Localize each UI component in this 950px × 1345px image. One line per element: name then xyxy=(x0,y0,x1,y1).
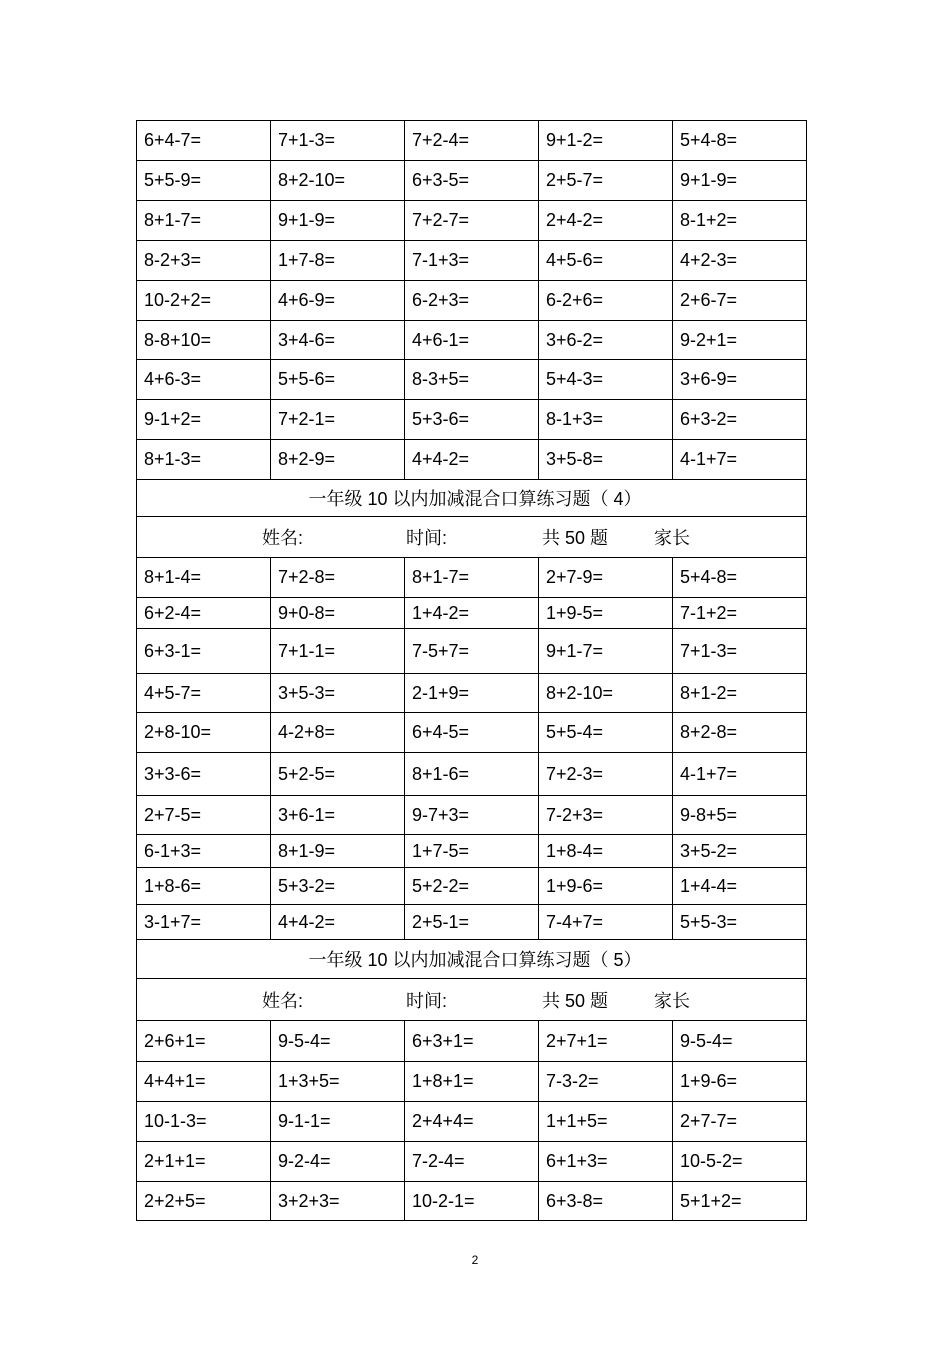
table-row xyxy=(137,753,807,796)
table-row xyxy=(137,713,807,753)
problem-cell: 6+3-1= xyxy=(137,629,271,674)
problem-cell: 7-2+3= xyxy=(539,796,673,835)
problem-cell: 2+5-7= xyxy=(539,161,673,201)
problem-cell: 7-5+7= xyxy=(405,629,539,674)
problem-cell: 8+1-9= xyxy=(271,835,405,868)
problem-cell: 8+1-2= xyxy=(673,674,807,713)
problem-cell: 3+5-2= xyxy=(673,835,807,868)
problem-cell: 8-1+2= xyxy=(673,201,807,241)
problem-cell: 2+5-1= xyxy=(405,905,539,940)
problem-cell: 8+2-9= xyxy=(271,440,405,480)
problem-cell: 6+4-5= xyxy=(405,713,539,753)
table-row xyxy=(137,835,807,868)
problem-cell: 8+1-7= xyxy=(137,201,271,241)
problem-cell: 2+7+1= xyxy=(539,1021,673,1062)
problem-cell: 3+5-3= xyxy=(271,674,405,713)
problem-cell: 7-1+3= xyxy=(405,241,539,281)
problem-cell: 6+3+1= xyxy=(405,1021,539,1062)
problem-cell: 2+1+1= xyxy=(137,1142,271,1182)
block-1-problems xyxy=(137,121,807,480)
problem-cell: 5+4-8= xyxy=(673,121,807,161)
block-3-meta xyxy=(137,979,807,1021)
name-label: 姓名: xyxy=(262,990,304,1011)
problem-cell: 1+7-8= xyxy=(271,241,405,281)
problem-cell: 9+0-8= xyxy=(271,598,405,629)
problem-cell: 1+4-4= xyxy=(673,868,807,905)
problem-cell: 3+6-2= xyxy=(539,321,673,360)
worksheet xyxy=(136,120,806,1221)
problem-cell: 2+7-5= xyxy=(137,796,271,835)
problem-cell: 8+1-4= xyxy=(137,558,271,598)
problem-cell: 5+2-2= xyxy=(405,868,539,905)
problem-cell: 2-1+9= xyxy=(405,674,539,713)
problem-cell: 6+2-4= xyxy=(137,598,271,629)
problem-cell: 8-3+5= xyxy=(405,360,539,400)
table-row xyxy=(137,121,807,161)
problem-cell: 7-4+7= xyxy=(539,905,673,940)
page-number: 2 xyxy=(471,1253,479,1267)
problem-cell: 4-2+8= xyxy=(271,713,405,753)
problem-cell: 7+2-3= xyxy=(539,753,673,796)
parent-label: 家长 xyxy=(654,990,690,1011)
table-row xyxy=(137,629,807,674)
table-row xyxy=(137,1182,807,1221)
problem-cell: 6+3-2= xyxy=(673,400,807,440)
problem-cell: 9-5-4= xyxy=(673,1021,807,1062)
problem-cell: 4+6-9= xyxy=(271,281,405,321)
problem-cell: 2+4-2= xyxy=(539,201,673,241)
problem-cell: 9+1-9= xyxy=(271,201,405,241)
problem-cell: 8-2+3= xyxy=(137,241,271,281)
problem-cell: 5+5-3= xyxy=(673,905,807,940)
problem-cell: 2+6+1= xyxy=(137,1021,271,1062)
problem-cell: 5+5-9= xyxy=(137,161,271,201)
problem-cell: 4+5-7= xyxy=(137,674,271,713)
time-label: 时间: xyxy=(406,528,448,548)
table-row xyxy=(137,598,807,629)
problem-cell: 5+5-4= xyxy=(539,713,673,753)
problem-cell: 8-1+3= xyxy=(539,400,673,440)
problem-count-label: 共 50 题 xyxy=(542,990,609,1011)
problem-cell: 1+8-4= xyxy=(539,835,673,868)
problem-cell: 9+1-9= xyxy=(673,161,807,201)
problem-cell: 8+2-8= xyxy=(673,713,807,753)
problem-cell: 4+2-3= xyxy=(673,241,807,281)
problem-cell: 9-8+5= xyxy=(673,796,807,835)
problem-cell: 7-3-2= xyxy=(539,1062,673,1102)
problem-cell: 5+3-6= xyxy=(405,400,539,440)
problem-cell: 4-1+7= xyxy=(673,440,807,480)
problem-cell: 8-8+10= xyxy=(137,321,271,360)
problem-cell: 3+6-9= xyxy=(673,360,807,400)
problem-cell: 2+7-7= xyxy=(673,1102,807,1142)
problem-cell: 8+1-7= xyxy=(405,558,539,598)
problem-cell: 5+4-3= xyxy=(539,360,673,400)
problem-cell: 6+3-5= xyxy=(405,161,539,201)
problem-cell: 1+3+5= xyxy=(271,1062,405,1102)
problem-cell: 8+2-10= xyxy=(539,674,673,713)
problem-cell: 4-1+7= xyxy=(673,753,807,796)
problem-cell: 7+1-1= xyxy=(271,629,405,674)
problem-cell: 10-2-1= xyxy=(405,1182,539,1221)
problem-cell: 5+3-2= xyxy=(271,868,405,905)
problem-cell: 1+8-6= xyxy=(137,868,271,905)
table-row xyxy=(137,674,807,713)
problem-cell: 6-1+3= xyxy=(137,835,271,868)
table-row xyxy=(137,360,807,400)
table-row xyxy=(137,1102,807,1142)
block-2-problems xyxy=(137,558,807,940)
time-label: 时间: xyxy=(406,990,448,1011)
problem-cell: 9+1-2= xyxy=(539,121,673,161)
problem-cell: 7+1-3= xyxy=(673,629,807,674)
problem-cell: 9-2-4= xyxy=(271,1142,405,1182)
problem-cell: 2+8-10= xyxy=(137,713,271,753)
problem-cell: 3+2+3= xyxy=(271,1182,405,1221)
table-row xyxy=(137,400,807,440)
problem-cell: 7-2-4= xyxy=(405,1142,539,1182)
parent-label: 家长 xyxy=(654,528,690,548)
problem-cell: 9-7+3= xyxy=(405,796,539,835)
problem-count-label: 共 50 题 xyxy=(542,528,609,548)
problem-cell: 4+6-3= xyxy=(137,360,271,400)
block-3-title: 一年级 10 以内加减混合口算练习题（ 5） xyxy=(137,940,807,979)
table-row xyxy=(137,241,807,281)
problem-cell: 9+1-7= xyxy=(539,629,673,674)
table-row xyxy=(137,161,807,201)
problem-cell: 4+4+1= xyxy=(137,1062,271,1102)
problem-cell: 3+4-6= xyxy=(271,321,405,360)
problem-cell: 6-2+3= xyxy=(405,281,539,321)
problem-cell: 9-1-1= xyxy=(271,1102,405,1142)
name-label: 姓名: xyxy=(262,528,304,548)
problem-cell: 9-5-4= xyxy=(271,1021,405,1062)
block-2-title: 一年级 10 以内加减混合口算练习题（ 4） xyxy=(137,480,807,517)
problem-cell: 6+3-8= xyxy=(539,1182,673,1221)
problem-cell: 7+2-1= xyxy=(271,400,405,440)
problem-cell: 5+1+2= xyxy=(673,1182,807,1221)
table-row xyxy=(137,1021,807,1062)
problem-cell: 5+5-6= xyxy=(271,360,405,400)
problem-cell: 10-5-2= xyxy=(673,1142,807,1182)
problem-cell: 10-1-3= xyxy=(137,1102,271,1142)
block-2-header xyxy=(137,480,807,558)
problem-cell: 4+5-6= xyxy=(539,241,673,281)
problem-cell: 3+6-1= xyxy=(271,796,405,835)
problem-cell: 1+9-6= xyxy=(539,868,673,905)
problem-cell: 4+6-1= xyxy=(405,321,539,360)
problem-cell: 5+2-5= xyxy=(271,753,405,796)
table-row xyxy=(137,201,807,241)
table-row xyxy=(137,1062,807,1102)
problem-cell: 4+4-2= xyxy=(271,905,405,940)
problem-cell: 5+4-8= xyxy=(673,558,807,598)
problem-cell: 1+4-2= xyxy=(405,598,539,629)
problem-cell: 6+1+3= xyxy=(539,1142,673,1182)
block-3-problems xyxy=(137,1021,807,1221)
problem-cell: 10-2+2= xyxy=(137,281,271,321)
problem-cell: 7+2-8= xyxy=(271,558,405,598)
problem-cell: 6-2+6= xyxy=(539,281,673,321)
problem-cell: 8+2-10= xyxy=(271,161,405,201)
problem-cell: 9-2+1= xyxy=(673,321,807,360)
problem-cell: 3+5-8= xyxy=(539,440,673,480)
table-row xyxy=(137,905,807,940)
problem-cell: 4+4-2= xyxy=(405,440,539,480)
problem-cell: 1+7-5= xyxy=(405,835,539,868)
table-row xyxy=(137,796,807,835)
problem-cell: 1+1+5= xyxy=(539,1102,673,1142)
block-2-meta xyxy=(137,517,807,558)
problem-cell: 7+1-3= xyxy=(271,121,405,161)
problem-cell: 3-1+7= xyxy=(137,905,271,940)
problem-cell: 6+4-7= xyxy=(137,121,271,161)
block-3-header xyxy=(137,940,807,1021)
table-row xyxy=(137,281,807,321)
problem-cell: 7+2-4= xyxy=(405,121,539,161)
table-row xyxy=(137,440,807,480)
problem-cell: 8+1-6= xyxy=(405,753,539,796)
problem-cell: 2+4+4= xyxy=(405,1102,539,1142)
problem-cell: 8+1-3= xyxy=(137,440,271,480)
problem-cell: 1+9-6= xyxy=(673,1062,807,1102)
problem-cell: 2+6-7= xyxy=(673,281,807,321)
problem-cell: 9-1+2= xyxy=(137,400,271,440)
problem-cell: 2+7-9= xyxy=(539,558,673,598)
problem-cell: 7-1+2= xyxy=(673,598,807,629)
problem-cell: 1+9-5= xyxy=(539,598,673,629)
problem-cell: 7+2-7= xyxy=(405,201,539,241)
table-row xyxy=(137,868,807,905)
table-row xyxy=(137,558,807,598)
problem-cell: 1+8+1= xyxy=(405,1062,539,1102)
table-row xyxy=(137,321,807,360)
problem-cell: 2+2+5= xyxy=(137,1182,271,1221)
exercise-table xyxy=(136,120,807,1221)
table-row xyxy=(137,1142,807,1182)
problem-cell: 3+3-6= xyxy=(137,753,271,796)
